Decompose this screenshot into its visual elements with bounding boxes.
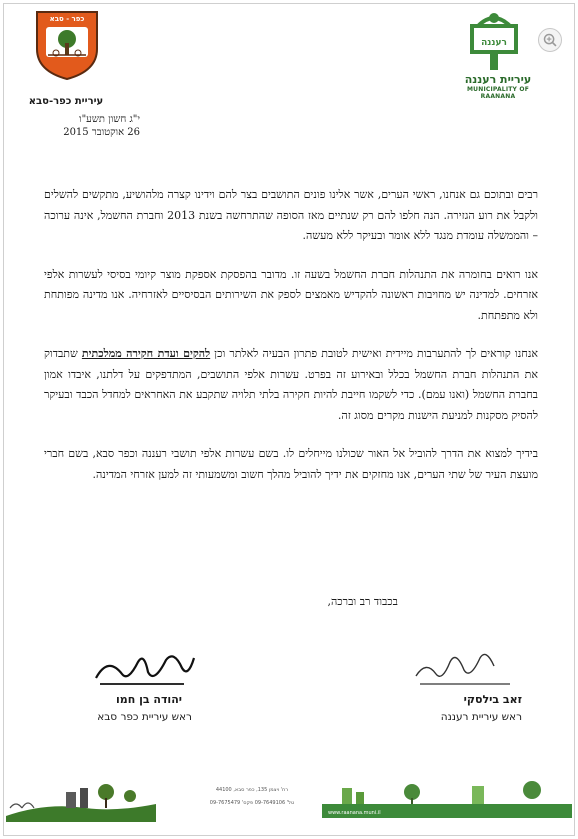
letter-date (60, 113, 140, 139)
raanana-url[interactable]: www.raanana.muni.il (328, 810, 381, 816)
kfar-saba-footer-art (6, 778, 156, 822)
kfar-saba-phone: טל' 09-7649106 פקס' 09-7675479 (209, 800, 295, 806)
signatory-left-title: ראש עיריית כפר סבא (97, 711, 192, 723)
kfar-saba-address: רח' ויצמן 135, כפר סבא, 44100 (215, 787, 289, 793)
paragraph-3 (44, 344, 538, 426)
kfar-saba-emblem (34, 9, 100, 81)
paragraph-4: בידיך למצוא את הדרך להוביל אל האור שכולנו מייחלים לו. בשם עשרות אלפי תושבי רעננה וכפר סבא, בשם חברי מועצת העיר של שתי הערים, אנו מחזקים את ידיך להוביל מהלך חשוב ומשמעותי זה למען אזרחי המדינה. (44, 447, 538, 481)
raanana-footer-art (322, 780, 572, 820)
paragraph-3-emphasis: להקים ועדת חקירה ממלכתית (81, 347, 211, 360)
signature-right (410, 640, 514, 688)
zoom-icon[interactable] (538, 28, 562, 52)
paragraph-2: אנו רואים בחומרה את התנהלות חברת החשמל בשעה זו. מדובר בהפסקת אספקת מוצר קיומי בסיסי לעשרות אלפי אזרחים. למדינה יש מחויבות ראשונה להקדיש מאמצים לספק את השירותים הבסיסיים לאזרחיה. אנו מדינה מפותחת ולא מתפתחת. (44, 267, 538, 322)
raanana-emblem (468, 12, 520, 72)
emblem-text: רעננה (481, 38, 507, 48)
signatory-right-title: ראש עיריית רעננה (440, 711, 522, 723)
paragraph-3-start: אנחנו קוראים לך להתערבות מיידית ואישית לטובת פתרון הבעיה לאלתר וכן (210, 347, 538, 360)
raanana-name-en: MUNICIPALITY OF RAANANA (466, 86, 529, 100)
signatory-left-name: יהודה בן חמו (115, 693, 182, 706)
emblem-text: כפר - סבא (49, 15, 85, 23)
closing-line: בכבוד רב וברכה, (327, 595, 398, 608)
letter-body (44, 185, 538, 503)
paragraph-1: רבים ובתוכם גם אנחנו, ראשי הערים, אשר אלינו פונים התושבים בצר להם וידינו קצרה מלהושיע, מתקשים להשלים ולקבל את רוע הגזירה. הנה חלפו להם רק שנתיים מאז הסופה שהתרחשה בשנת 2013 וחברת החשמל, אינה ערוכה – והממשלה עומדת מנגד ללא אומר ובעיקר ללא מעשה. (44, 188, 538, 242)
hebrew-date: י"ג חשון תשע"ו (79, 114, 140, 125)
gregorian-date: 26 אוקטובר 2015 (63, 127, 140, 138)
signatory-right-name: זאב בילסקי (463, 693, 522, 706)
kfar-saba-name: עיריית כפר-סבא (28, 96, 104, 107)
raanana-name: עיריית רעננה (464, 73, 532, 86)
paragraph-3-end: שתבדוק את התנהלות חברת החשמל בכלל ובאירוע זה בפרט. עשרות אלפי התושבים, המתדפקים על דלתנו, איבדו אמון בחברת החשמל (ואנו עמם). כדי לשקמו חייבת להיות חקירה בלתי תלויה שתקבע את האחראים למחדל הכבד ובעיקר להסיק מסקנות למניעת הישנות מקרים מסוג זה. (44, 347, 538, 422)
signature-left (88, 648, 198, 690)
